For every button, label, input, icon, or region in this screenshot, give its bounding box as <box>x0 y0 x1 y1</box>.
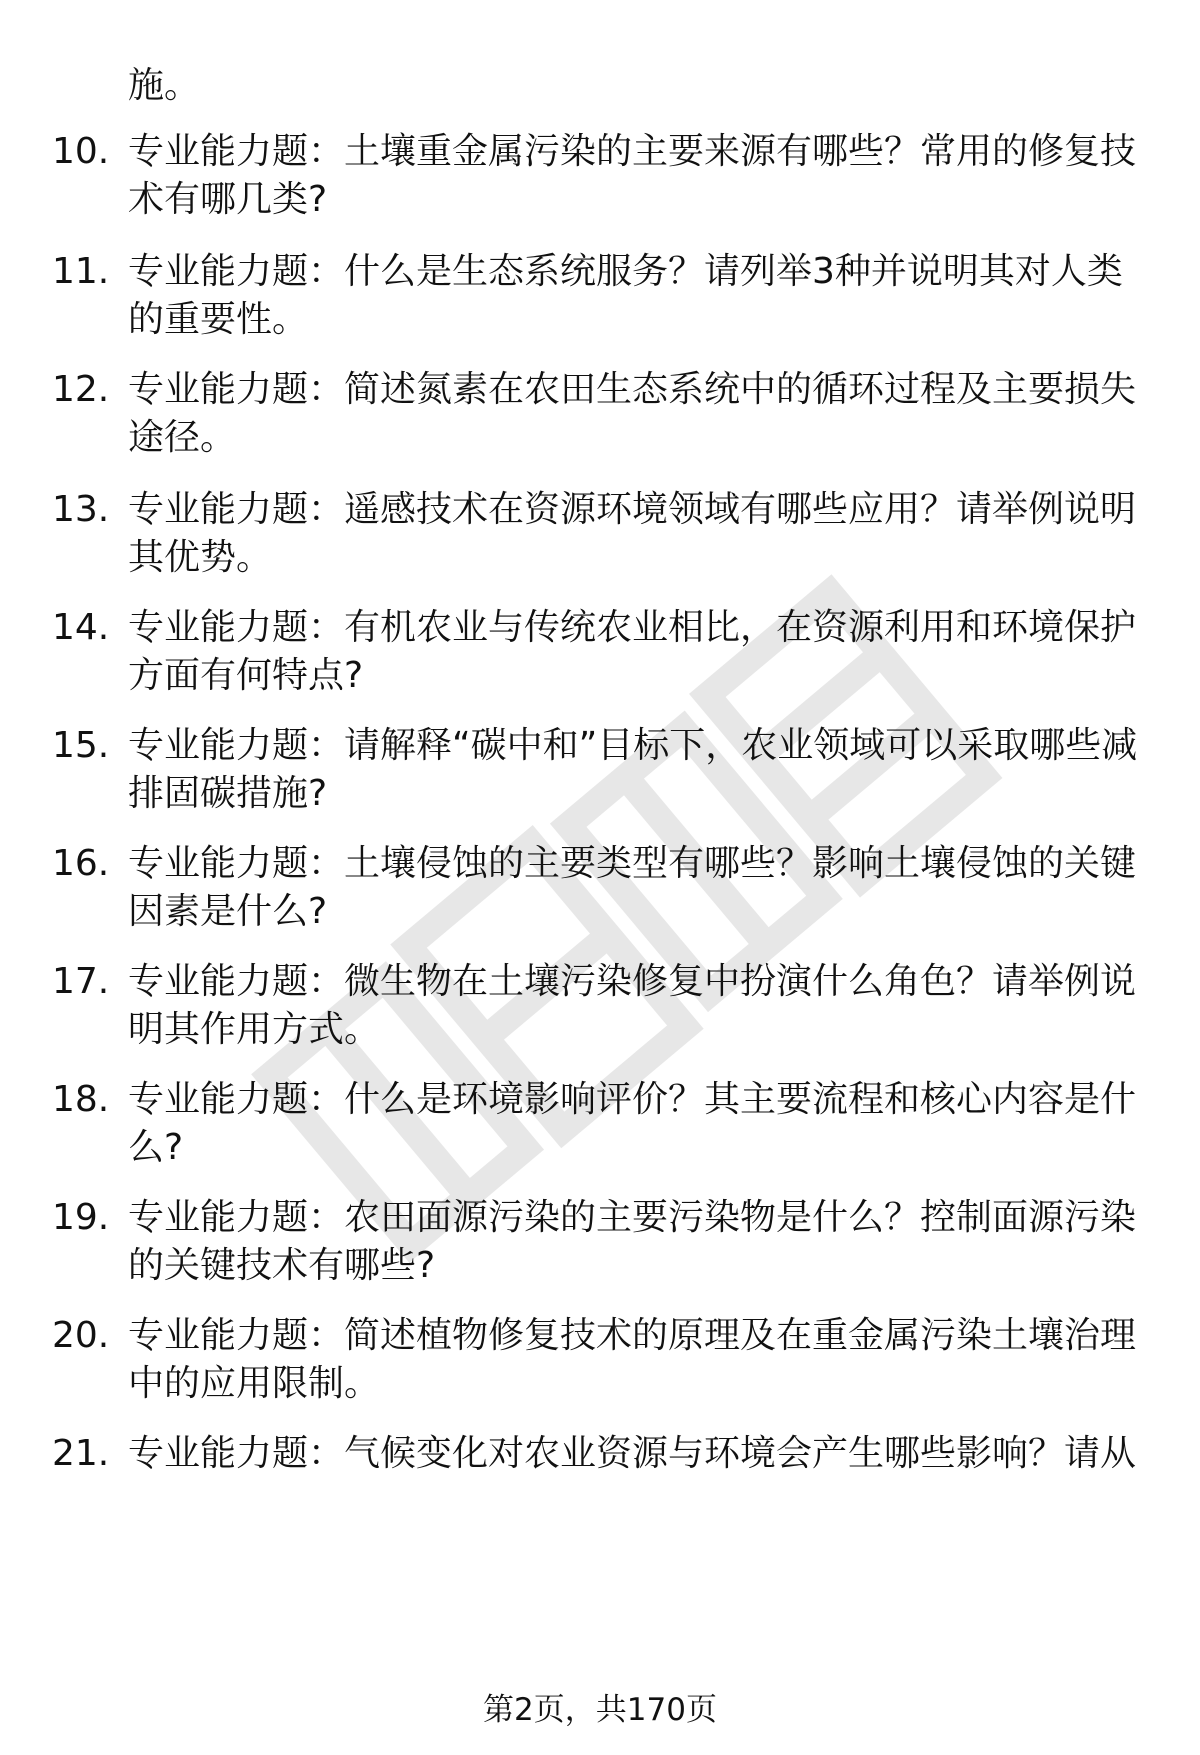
question-number: 11. <box>52 251 110 292</box>
question-text: 专业能力题：气候变化对农业资源与环境会产生哪些影响？请从 <box>128 1433 1137 1474</box>
question-text: 专业能力题：土壤侵蚀的主要类型有哪些？影响土壤侵蚀的关键因素是什么? <box>128 843 1137 932</box>
question-number: 15. <box>52 725 110 766</box>
question-text: 专业能力题：什么是生态系统服务？请列举3种并说明其对人类的重要性。 <box>128 251 1123 340</box>
question-text: 专业能力题：请解释“碳中和”目标下，农业领域可以采取哪些减排固碳措施? <box>128 725 1138 814</box>
question-number: 16. <box>52 843 110 884</box>
question-number: 21. <box>52 1433 110 1474</box>
question-number: 10. <box>52 131 110 172</box>
continued-text: 施。 <box>128 65 201 106</box>
question-text: 专业能力题：简述植物修复技术的原理及在重金属污染土壤治理中的应用限制。 <box>128 1315 1137 1404</box>
question-text: 专业能力题：微生物在土壤污染修复中扮演什么角色？请举例说明其作用方式。 <box>128 961 1137 1050</box>
question-number: 12. <box>52 369 110 410</box>
page-footer: 第2页，共170页 <box>483 1692 717 1728</box>
question-number: 13. <box>52 489 110 530</box>
question-number: 17. <box>52 961 110 1002</box>
question-text: 专业能力题：有机农业与传统农业相比，在资源利用和环境保护方面有何特点? <box>128 607 1137 696</box>
question-number: 18. <box>52 1079 110 1120</box>
question-text: 专业能力题：农田面源污染的主要污染物是什么？控制面源污染的关键技术有哪些? <box>128 1197 1137 1286</box>
question-text: 专业能力题：遥感技术在资源环境领域有哪些应用？请举例说明其优势。 <box>128 489 1137 578</box>
question-text: 专业能力题：什么是环境影响评价？其主要流程和核心内容是什么? <box>128 1079 1137 1168</box>
question-text: 专业能力题：简述氮素在农田生态系统中的循环过程及主要损失途径。 <box>128 369 1137 458</box>
question-number: 20. <box>52 1315 110 1356</box>
question-number: 14. <box>52 607 110 648</box>
question-number: 19. <box>52 1197 110 1238</box>
question-text: 专业能力题：土壤重金属污染的主要来源有哪些？常用的修复技术有哪几类? <box>128 131 1137 220</box>
